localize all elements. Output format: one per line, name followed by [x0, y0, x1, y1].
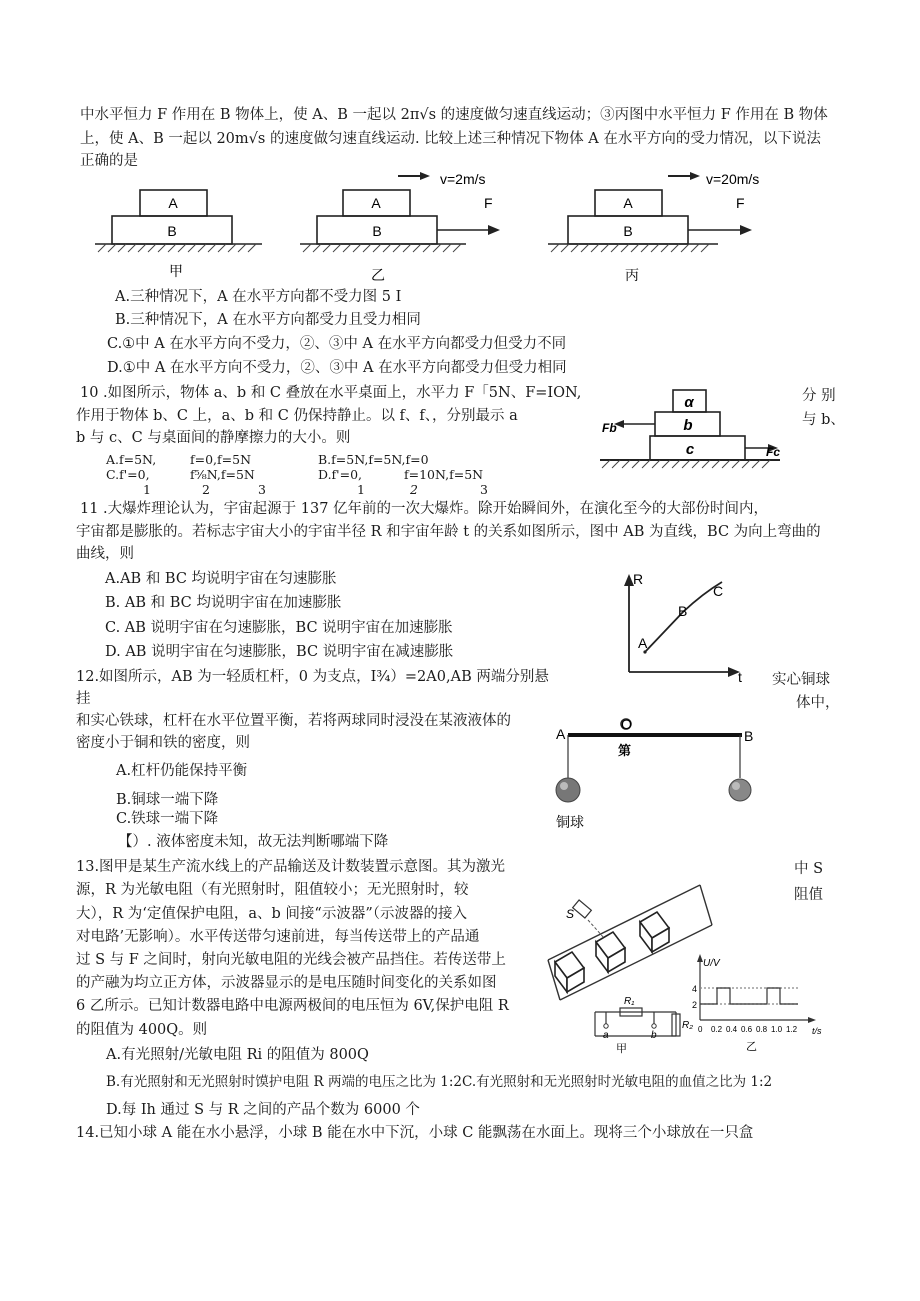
q11-option-c: C. AB 说明宇宙在匀速膨胀，BC 说明宇宙在加速膨胀 — [105, 620, 453, 636]
q10-subscript: 3 — [258, 482, 266, 497]
q10-option-d: D.f'=0, — [318, 467, 363, 482]
q9-yi-label-a: A — [371, 195, 381, 211]
q11-point-a: A — [638, 635, 648, 651]
q12-end-a: A — [556, 726, 566, 742]
q10-option-c-rest: f⅝N,f=5N — [190, 467, 255, 482]
q13-axis-u: U/V — [703, 958, 720, 969]
q10-subscript: 2 — [410, 482, 418, 497]
q13-tick-x10: 1.0 — [771, 1025, 783, 1034]
q13-axis-t: t/s — [812, 1026, 822, 1036]
q13-side2: 阻值 — [794, 887, 823, 903]
q10-option-a-rest: f=0,f=5N — [190, 452, 252, 467]
q13-tick-x0: 0 — [698, 1025, 703, 1034]
q13-line5: 过 S 与 F 之间时，射向光敏电阻的光线会被产品挡住。若传送带上 — [76, 952, 506, 968]
q13-option-b-c: B.有光照射和无光照射时馍护电阻 R 两端的电压之比为 1:2C.有光照射和无光照射时光敏电阻的血值之比为 1:2 — [106, 1074, 773, 1090]
q12-end-b: B — [744, 728, 754, 744]
q10-option-a: A.f=5N, — [106, 452, 157, 467]
q10-option-c: C.f'=0, — [106, 467, 150, 482]
q13-line6: 的产融为均立正方体，示波器显示的是电压随时间变化的关系如图 — [76, 975, 497, 991]
q10-subscript: 3 — [480, 482, 488, 497]
q13-line1: 13.图甲是某生产流水线上的产品输送及计数装置示意图。其为激光 — [76, 859, 506, 875]
q13-line2: 源，R 为光敏电阻（有光照射时，阻值较小；无光照射时，较 — [76, 882, 469, 898]
q9-line3: 正确的是 — [80, 153, 138, 169]
q10-line1: 10 .如图所示，物体 a、b 和 C 叠放在水平桌面上，水平力 F「5N、F=ION, — [80, 385, 582, 401]
q12-line1: 12.如图所示，AB 为一轻质杠杆，0 为支点，I¾）=2A0,AB 两端分别悬 — [76, 669, 549, 685]
q11-line3: 曲线，则 — [76, 546, 134, 562]
q12-option-d: 【）. 液体密度未知，故无法判断哪端下降 — [118, 834, 389, 850]
q13-laser-s: S — [566, 907, 575, 921]
q13-tick-x06: 0.6 — [741, 1025, 753, 1034]
q13-terminal-b: b — [651, 1030, 657, 1041]
q9-jia-label-b: B — [167, 223, 177, 239]
q12-side1: 实心铜球 — [772, 672, 830, 688]
q13-terminal-a: a — [603, 1030, 609, 1041]
q13-r1: R₁ — [624, 996, 635, 1007]
q9-jia-label-a: A — [168, 195, 178, 211]
q9-yi-velocity: v=2m/s — [440, 171, 486, 187]
q13-tick-x04: 0.4 — [726, 1025, 738, 1034]
q9-caption-yi: 乙 — [371, 267, 385, 283]
q13-caption-yi: 乙 — [746, 1041, 757, 1053]
q9-bing-force: F — [736, 195, 745, 211]
q9-option-b: B.三种情况下，A 在水平方向都受力且受力相同 — [115, 312, 421, 328]
q11-option-a: A.AB 和 BC 均说明宇宙在匀速膨胀 — [105, 571, 337, 587]
q13-line3: 大），R 为‘定值保护电阻，a、b 间接“示波器”（示波器的接入 — [76, 906, 467, 922]
q13-caption-jia: 甲 — [616, 1043, 627, 1055]
q13-option-d: D.每 Ih 通过 S 与 R 之间的产品个数为 6000 个 — [106, 1102, 420, 1118]
q10-option-b: B.f=5N,f=5N,f=0 — [318, 452, 429, 467]
q13-tick-x08: 0.8 — [756, 1025, 768, 1034]
q13-line4: 对电路’无影响）。水平传送带匀速前进，每当传送带上的产品通 — [76, 929, 480, 945]
q12-option-a: A.杠杆仍能保持平衡 — [116, 763, 248, 779]
q12-side2: 体中， — [796, 695, 840, 711]
q12-option-b: B.铜球一端下降 — [116, 792, 219, 808]
q13-tick-x02: 0.2 — [711, 1025, 723, 1034]
q13-r2: R₂ — [682, 1020, 694, 1031]
q13-line8: 的阻值为 400Q。则 — [76, 1022, 208, 1038]
q10-option-d-rest: f=10N,f=5N — [404, 467, 484, 482]
q11-axis-r: R — [633, 571, 644, 587]
q10-label-b: b — [683, 417, 693, 434]
q9-option-d: D.①中 A 在水平方向不受力，②、③中 A 在水平方向都受力但受力相同 — [107, 360, 567, 376]
q13-tick-y2: 2 — [692, 1000, 698, 1010]
q11-option-b: B. AB 和 BC 均说明宇宙在加速膨胀 — [105, 595, 342, 611]
q11-axis-t: t — [738, 669, 742, 685]
q9-option-c: C.①中 A 在水平方向不受力，②、③中 A 在水平方向都受力但受力不同 — [107, 336, 567, 352]
q9-caption-jia: 甲 — [169, 263, 183, 279]
q14-line1: 14.已知小球 A 能在水小悬浮，小球 B 能在水中下沉，小球 C 能飘荡在水面上。现将三个小球放在一只盒 — [76, 1125, 754, 1141]
q13-products — [555, 912, 669, 992]
q11-line2: 宇宙都是膨胀的。若标志宇宙大小的宇宙半径 R 和宇宙年龄 t 的关系如图所示，图中 AB 为直线，BC 为向上弯曲的 — [76, 524, 821, 540]
q13-option-a: A.有光照射/光敏电阻 Ri 的阻值为 800Q — [106, 1047, 369, 1063]
q11-option-d: D. AB 说明宇宙在匀速膨胀，BC 说明宇宙在减速膨胀 — [105, 644, 454, 660]
q12-line3: 和实心铁球，杠杆在水平位置平衡，若将两球同时浸没在某液液体的 — [76, 713, 511, 729]
q9-bing-velocity: v=20m/s — [706, 171, 760, 187]
q9-bing-label-b: B — [623, 223, 633, 239]
q9-bing-label-a: A — [623, 195, 633, 211]
q10-label-a: α — [684, 394, 694, 411]
q9-line1: 中水平恒力 F 作用在 B 物体上，使 A、B 一起以 2π√s 的速度做匀速直线运动；③丙图中水平恒力 F 作用在 B 物体 — [80, 107, 828, 123]
q10-force-c: Fc — [766, 445, 781, 459]
q11-point-c: C — [713, 583, 724, 599]
q9-line2: 上，使 A、B 一起以 20m√s 的速度做匀速直线运动. 比较上述三种情况下物体 A 在水平方向的受力情况，以下说法 — [80, 131, 821, 147]
q10-line3: b 与 c、C 与桌面间的静摩擦力的大小。则 — [76, 430, 351, 446]
q13-line7: 6 乙所示。已知计数器电路中电源两极间的电压恒为 6V,保护电阻 R — [76, 998, 509, 1014]
q9-option-a: A.三种情况下，A 在水平方向都不受力图 5 I — [115, 289, 402, 305]
q13-tick-x12: 1.2 — [786, 1025, 798, 1034]
q12-fulcrum-o: O — [621, 716, 632, 732]
q10-side2: 与 b、 — [802, 412, 845, 428]
q12-fulcrum-mark: 第 — [618, 743, 632, 758]
q9-yi-label-b: B — [372, 223, 382, 239]
q11-line1: 11 .大爆炸理论认为，宇宙起源于 137 亿年前的一次大爆炸。除开始瞬间外，在演化至今的大部份时间内， — [80, 501, 769, 517]
q10-force-b: Fb — [602, 421, 617, 435]
q13-side1: 中 S — [794, 861, 824, 877]
q9-caption-bing: 丙 — [625, 267, 639, 283]
q12-line4: 密度小于铜和铁的密度，则 — [76, 735, 250, 751]
q10-subscript: 1 — [357, 482, 365, 497]
q12-line2: 挂 — [76, 691, 91, 707]
q10-side1: 分 别 — [802, 388, 836, 404]
q10-subscript: 2 — [202, 482, 210, 497]
q12-option-c: C.铁球一端下降 — [116, 811, 219, 827]
q13-tick-y4: 4 — [692, 984, 698, 994]
q10-subscript: 1 — [143, 482, 151, 497]
q9-yi-force: F — [484, 195, 493, 211]
q12-copper-ball: 铜球 — [556, 814, 584, 830]
q11-point-b: B — [678, 603, 688, 619]
q10-label-c: c — [685, 441, 695, 458]
q10-line2: 作用于物体 b、C 上，a、b 和 C 仍保持静止。以 f、f、，分别最示 a — [76, 408, 518, 424]
